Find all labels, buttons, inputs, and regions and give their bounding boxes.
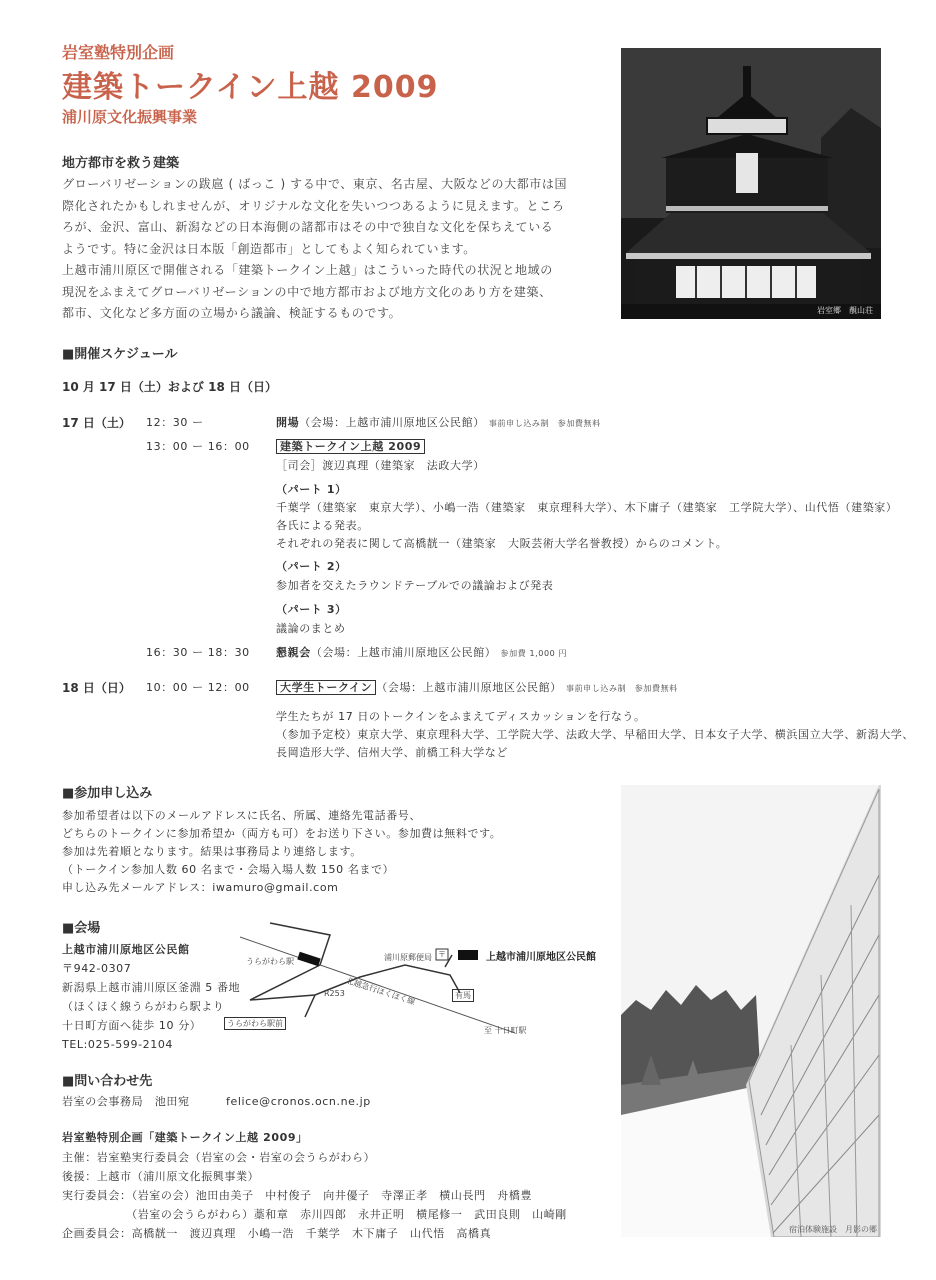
map-arima: 有馬 — [452, 989, 474, 1002]
supertitle: 岩室塾特別企画 — [62, 43, 175, 62]
venue-heading: ■会場 — [62, 921, 101, 936]
credits-line: 後援：上越市（浦川原文化振興事業） — [62, 1170, 260, 1183]
map-venue: 上越市浦川原地区公民館 — [486, 952, 596, 963]
application-body — [62, 807, 602, 897]
intro-line: ろが、金沢、富山、新潟などの日本海側の諸都市はその中で独自な文化を保ちえている — [62, 220, 554, 234]
intro-heading: 地方都市を救う建築 — [62, 156, 180, 171]
venue-line: 新潟県上越市浦川原区釜淵 5 番地 — [62, 981, 241, 994]
application-line: どちらのトークインに参加希望か（両方も可）をお送り下さい。参加費は無料です。 — [62, 827, 502, 840]
day2-place: （会場：上越市浦川原地区公民館） — [376, 681, 562, 694]
credits-body — [62, 1148, 622, 1243]
application-line: 参加希望者は以下のメールアドレスに氏名、所属、連絡先電話番号、 — [62, 809, 422, 822]
intro-body — [62, 174, 602, 325]
venue-address — [62, 959, 240, 1054]
part2-text: 参加者を交えたラウンドテーブルでの議論および発表 — [276, 579, 554, 592]
map-line-name: 北越急行ほくほく線 — [344, 975, 417, 1007]
application-email-line[interactable]: 申し込み先メールアドレス：iwamuro@gmail.com — [62, 881, 339, 894]
venue-phone: TEL:025-599-2104 — [62, 1038, 174, 1051]
contact-office: 岩室の会事務局 池田宛 — [62, 1095, 190, 1108]
open-title: 開場 — [276, 416, 300, 429]
credits-heading: 岩室塾特別企画「建築トークイン上越 2009」 — [62, 1131, 308, 1144]
day2-line: （参加予定校）東京大学、東京理科大学、工学院大学、法政大学、早稲田大学、日本女子大学、横浜国立大学、新潟大学、 — [276, 728, 914, 741]
day1-open — [276, 414, 601, 433]
day1-time-3: 16：30 ー 18：30 — [146, 646, 250, 659]
schedule-dates: 10 月 17 日（土）および 18 日（日） — [62, 380, 277, 394]
day1-time-1: 12：30 ー — [146, 416, 204, 429]
part1-line: それぞれの発表に関して高橋靗一（建築家 大阪芸術大学名誉教授）からのコメント。 — [276, 537, 728, 550]
day2-event — [276, 679, 678, 698]
day1-time-2: 13：00 ー 16：00 — [146, 440, 250, 453]
venue-line: 十日町方面へ徒歩 10 分） — [62, 1019, 202, 1032]
moderator: ［司会］渡辺真理（建築家 法政大学） — [276, 459, 485, 472]
day2-note: 事前申し込み制 参加費無料 — [565, 684, 678, 693]
day2-line: 学生たちが 17 日のトークインをふまえてディスカッションを行なう。 — [276, 710, 646, 723]
post-office-icon: 〒 — [438, 950, 446, 959]
party-title: 懇親会 — [276, 646, 311, 659]
building-photo-night — [621, 48, 881, 319]
open-place: （会場：上越市浦川原地区公民館） — [299, 416, 485, 429]
venue-line: （ほくほく線うらがわら駅より — [62, 1000, 225, 1013]
venue-name: 上越市浦川原地区公民館 — [62, 943, 190, 956]
part3-text: 議論のまとめ — [276, 622, 346, 635]
application-heading: ■参加申し込み — [62, 786, 153, 801]
day2-time-1: 10：00 ー 12：00 — [146, 681, 250, 694]
part1-body — [276, 499, 916, 553]
day2-label: 18 日（日） — [62, 681, 131, 695]
subtitle: 浦川原文化振興事業 — [62, 108, 198, 126]
venue-line: 〒942-0307 — [62, 962, 132, 975]
party — [276, 644, 567, 663]
intro-line: 上越市浦川原区で開催される「建築トークイン上越」はこういった時代の状況と地域の — [62, 263, 553, 277]
credits-line: 主催：岩室塾実行委員会（岩室の会・岩室の会うらがわら） — [62, 1151, 376, 1164]
credits-line: 実行委員会：（岩室の会）池田由美子 中村俊子 向井優子 寺澤正孝 横山長門 舟橋豊 — [62, 1189, 533, 1202]
part1-line: 千葉学（建築家 東京大学）、小嶋一浩（建築家 東京理科大学）、木下庸子（建築家 工学院大学）、山代悟（建築家） — [276, 501, 898, 514]
schedule-heading: ■開催スケジュール — [62, 347, 178, 362]
day2-event-title: 大学生トークイン — [276, 680, 376, 695]
intro-line: 現況をふまえてグローバリゼーションの中で地方都市および地方文化のあり方を建築、 — [62, 284, 552, 299]
credits-line: 企画委員会：高橋靗一 渡辺真理 小嶋一浩 千葉学 木下庸子 山代悟 高橋真 — [62, 1227, 492, 1240]
day2-line: 長岡造形大学、信州大学、前橋工科大学など — [276, 746, 508, 759]
application-line: 参加は先着順となります。結果は事務局より連絡します。 — [62, 845, 362, 858]
part1-title: （パート 1） — [276, 483, 347, 496]
intro-line: 都市、文化など多方面の立場から議論、検証するものです。 — [62, 306, 402, 320]
application-line: （トークイン参加人数 60 名まで・会場入場人数 150 名まで） — [62, 863, 395, 876]
photo-caption-bottom: 宿泊体験施設 月影の郷 — [789, 1225, 877, 1234]
venue-map — [220, 915, 610, 1045]
contact-email[interactable]: felice@cronos.ocn.ne.jp — [226, 1095, 371, 1108]
day1-label: 17 日（土） — [62, 416, 131, 430]
intro-line: ようです。特に金沢は日本版「創造都市」としてもよく知られています。 — [62, 241, 476, 256]
building-photo-snow — [621, 785, 881, 1237]
credits-line: （岩室の会うらがわら）藁和章 赤川四郎 永井正明 横尾修一 武田良則 山崎剛 — [62, 1208, 567, 1221]
intro-line: 際化されたかもしれませんが、オリジナルな文化を失いつつあるように見えます。ところ — [62, 198, 565, 213]
day2-body — [276, 708, 916, 762]
map-station: うらがわら駅 — [246, 957, 294, 966]
part1-line: 各氏による発表。 — [276, 519, 369, 532]
map-road: R253 — [324, 989, 345, 998]
contact-heading: ■問い合わせ先 — [62, 1074, 153, 1089]
map-post-office: 浦川原郵便局 — [384, 953, 432, 962]
part3-title: （パート 3） — [276, 603, 347, 616]
map-station-front: うらがわら駅前 — [224, 1017, 286, 1030]
page-title: 建築トークイン上越 2009 — [62, 70, 439, 105]
party-note: 参加費 1,000 円 — [500, 649, 568, 658]
party-place: （会場：上越市浦川原地区公民館） — [310, 646, 497, 659]
photo-caption-top: 岩室郷 靚山荘 — [817, 306, 873, 315]
part2-title: （パート 2） — [276, 560, 347, 573]
map-tokamachi: 至 十日町駅 — [484, 1026, 527, 1035]
event-title: 建築トークイン上越 2009 — [276, 439, 425, 454]
event-title-box — [276, 438, 425, 456]
open-note: 事前申し込み制 参加費無料 — [488, 419, 601, 428]
intro-line: グローバリゼーションの跋扈 ( ばっこ ) する中で、東京、名古屋、大阪などの大都市は国 — [62, 177, 568, 191]
